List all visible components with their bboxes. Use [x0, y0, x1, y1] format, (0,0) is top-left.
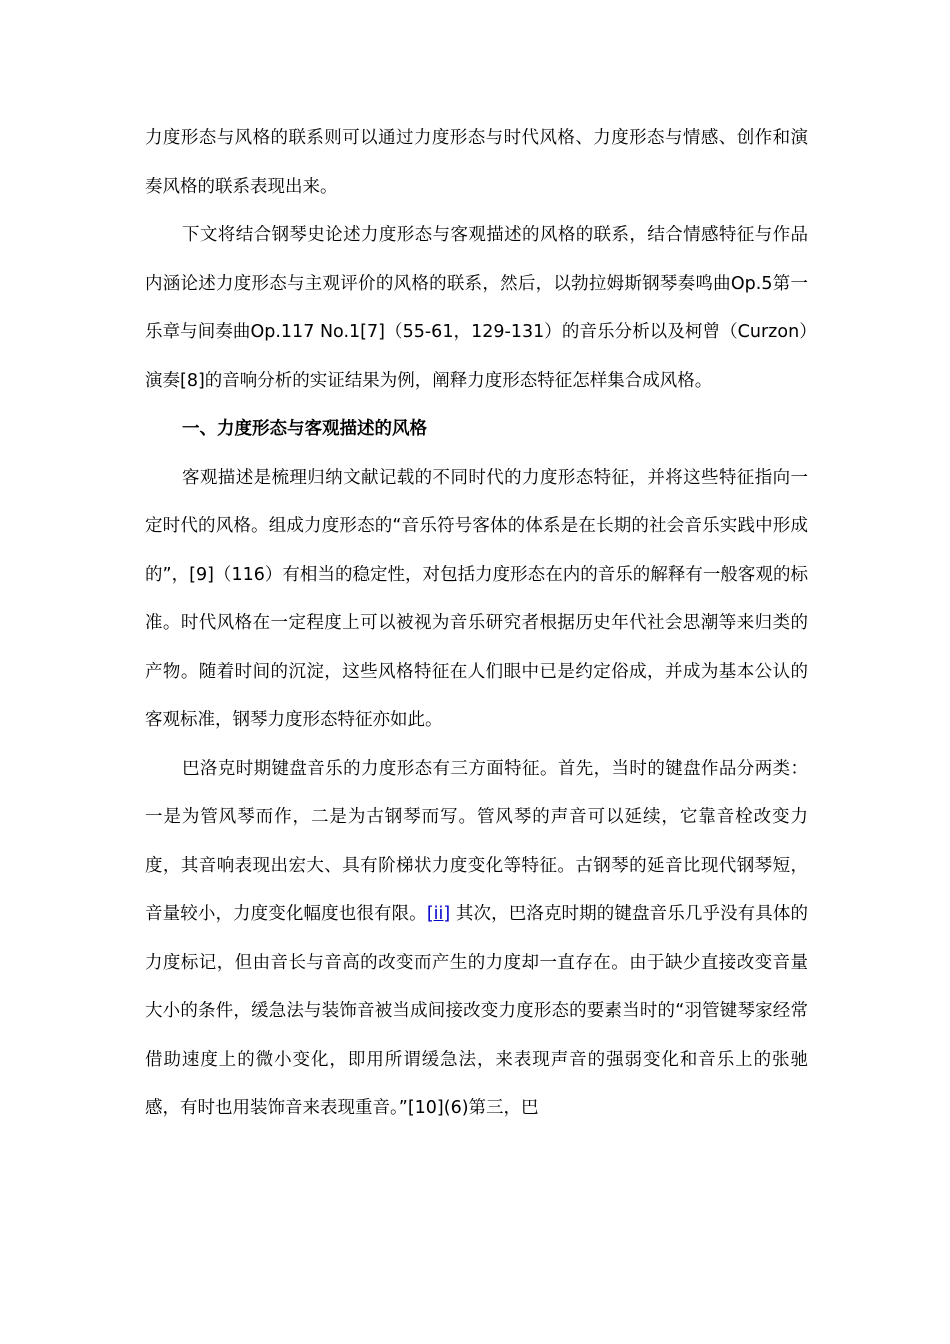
paragraph-outline: 下文将结合钢琴史论述力度形态与客观描述的风格的联系，结合情感特征与作品内涵论述力度形态与主观评价的风格的联系，然后，以勃拉姆斯钢琴奏鸣曲Op.5第一乐章与间奏曲Op.117 No.1[7]（55-61，129-131）的音乐分析以及柯曾（Curzon）演奏[8]的音响分析的实证结果为例，阐释力度形态特征怎样集合成风格。	[145, 225, 808, 391]
paragraph-baroque-text-2: 其次，巴洛克时期的键盘音乐几乎没有具体的力度标记，但由音长与音高的改变而产生的力度却一直存在。由于缺少直接改变音量大小的条件，缓急法与装饰音被当成间接改变力度形态的要素当时的“羽管键琴家经常借助速度上的微小变化，即用所谓缓急法，来表现声音的强弱变化和音乐上的张驰感，有时也用装饰音来表现重音。”[10](6)第三，巴	[145, 904, 809, 1118]
paragraph-baroque	[145, 745, 808, 1133]
paragraph-objective-description: 客观描述是梳理归纳文献记载的不同时代的力度形态特征，并将这些特征指向一定时代的风格。组成力度形态的“音乐符号客体的体系是在长期的社会音乐实践中形成的”，[9]（116）有相当的稳定性，对包括力度形态在内的音乐的解释有一般客观的标准。时代风格在一定程度上可以被视为音乐研究者根据历史年代社会思潮等来归类的产物。随着时间的沉淀，这些风格特征在人们眼中已是约定俗成，并成为基本公认的客观标准，钢琴力度形态特征亦如此。	[145, 467, 808, 730]
paragraph-baroque-text-1: 巴洛克时期键盘音乐的力度形态有三方面特征。首先，当时的键盘作品分两类：一是为管风琴而作，二是为古钢琴而写。管风琴的声音可以延续，它靠音栓改变力度，其音响表现出宏大、具有阶梯状力度变化等特征。古钢琴的延音比现代钢琴短，音量较小，力度变化幅度也很有限。	[145, 758, 808, 924]
paragraph-continuation: 力度形态与风格的联系则可以通过力度形态与时代风格、力度形态与情感、创作和演奏风格的联系表现出来。	[145, 128, 808, 197]
document-body	[145, 114, 808, 1133]
footnote-link-ii[interactable]: [ii]	[426, 904, 451, 924]
section-heading: 一、力度形态与客观描述的风格	[182, 419, 427, 439]
